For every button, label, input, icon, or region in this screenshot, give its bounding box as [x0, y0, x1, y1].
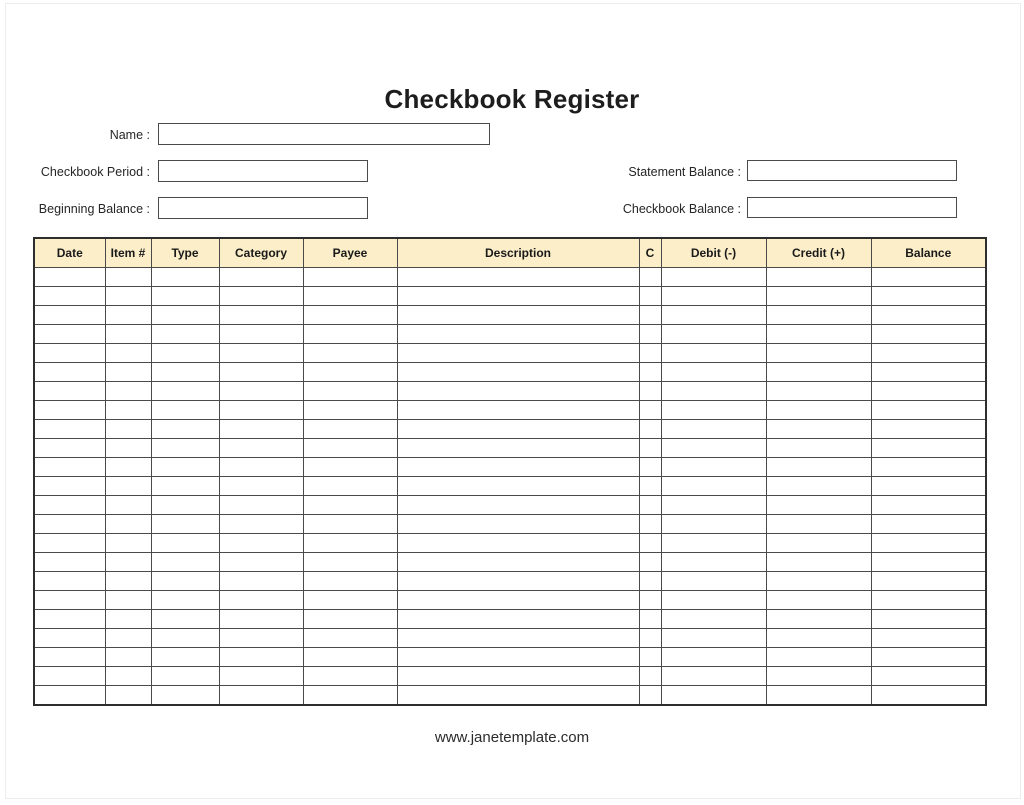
register-row [34, 325, 986, 344]
register-cell [151, 629, 219, 648]
register-cell [766, 363, 871, 382]
register-cell [661, 572, 766, 591]
register-cell [105, 496, 151, 515]
register-cell [871, 667, 986, 686]
register-cell [303, 268, 397, 287]
register-cell [105, 572, 151, 591]
register-cell [34, 496, 105, 515]
register-cell [766, 572, 871, 591]
register-cell [871, 439, 986, 458]
register-row [34, 439, 986, 458]
register-cell [639, 287, 661, 306]
register-cell [34, 344, 105, 363]
register-cell [151, 420, 219, 439]
register-cell [871, 420, 986, 439]
register-row [34, 363, 986, 382]
register-cell [661, 268, 766, 287]
register-cell [34, 458, 105, 477]
register-cell [303, 534, 397, 553]
register-cell [639, 648, 661, 667]
register-cell [105, 534, 151, 553]
register-cell [871, 287, 986, 306]
register-cell [766, 667, 871, 686]
register-row [34, 515, 986, 534]
column-header: Category [219, 238, 303, 268]
register-cell [639, 667, 661, 686]
register-cell [766, 439, 871, 458]
register-cell [34, 477, 105, 496]
register-cell [397, 667, 639, 686]
register-header-row [34, 238, 986, 268]
register-cell [105, 287, 151, 306]
register-cell [34, 686, 105, 706]
register-cell [639, 268, 661, 287]
register-cell [871, 610, 986, 629]
register-cell [871, 496, 986, 515]
register-cell [639, 325, 661, 344]
register-cell [397, 591, 639, 610]
register-cell [661, 534, 766, 553]
register-table-container [33, 237, 985, 706]
register-cell [766, 496, 871, 515]
register-row [34, 268, 986, 287]
register-cell [105, 268, 151, 287]
register-cell [766, 591, 871, 610]
register-cell [151, 268, 219, 287]
register-cell [34, 325, 105, 344]
register-cell [397, 572, 639, 591]
register-cell [219, 515, 303, 534]
register-cell [303, 306, 397, 325]
statement-balance-input[interactable] [747, 160, 957, 181]
register-cell [219, 610, 303, 629]
register-cell [871, 363, 986, 382]
register-cell [151, 477, 219, 496]
register-cell [871, 401, 986, 420]
register-cell [871, 382, 986, 401]
register-cell [219, 686, 303, 706]
register-cell [766, 534, 871, 553]
column-header: C [639, 238, 661, 268]
register-cell [151, 401, 219, 420]
register-row [34, 553, 986, 572]
checkbook-period-label: Checkbook Period : [40, 165, 150, 179]
register-cell [639, 477, 661, 496]
register-cell [303, 610, 397, 629]
register-cell [871, 344, 986, 363]
register-cell [639, 382, 661, 401]
register-cell [34, 287, 105, 306]
register-cell [303, 287, 397, 306]
register-cell [397, 553, 639, 572]
register-cell [303, 591, 397, 610]
column-header: Item # [105, 238, 151, 268]
register-cell [639, 553, 661, 572]
register-row [34, 667, 986, 686]
register-cell [105, 667, 151, 686]
register-cell [766, 648, 871, 667]
register-cell [639, 610, 661, 629]
register-cell [151, 287, 219, 306]
register-cell [303, 553, 397, 572]
statement-balance-label: Statement Balance : [628, 165, 741, 179]
register-cell [151, 496, 219, 515]
register-cell [639, 458, 661, 477]
register-cell [34, 629, 105, 648]
register-cell [661, 686, 766, 706]
register-cell [151, 553, 219, 572]
register-cell [303, 325, 397, 344]
register-cell [661, 420, 766, 439]
register-cell [766, 382, 871, 401]
register-cell [639, 591, 661, 610]
register-cell [219, 553, 303, 572]
register-cell [219, 591, 303, 610]
register-cell [105, 401, 151, 420]
register-row [34, 496, 986, 515]
register-cell [871, 458, 986, 477]
register-cell [219, 382, 303, 401]
register-cell [871, 325, 986, 344]
register-cell [397, 401, 639, 420]
register-cell [766, 458, 871, 477]
register-cell [871, 534, 986, 553]
register-cell [303, 382, 397, 401]
register-cell [397, 458, 639, 477]
register-cell [661, 458, 766, 477]
register-cell [219, 325, 303, 344]
register-cell [151, 648, 219, 667]
register-cell [105, 515, 151, 534]
register-cell [219, 306, 303, 325]
register-cell [661, 382, 766, 401]
register-cell [219, 572, 303, 591]
register-cell [34, 553, 105, 572]
register-cell [34, 610, 105, 629]
register-cell [34, 667, 105, 686]
register-cell [661, 401, 766, 420]
register-cell [766, 325, 871, 344]
register-cell [303, 515, 397, 534]
register-cell [871, 477, 986, 496]
register-cell [871, 686, 986, 706]
register-cell [766, 629, 871, 648]
register-cell [639, 439, 661, 458]
register-row [34, 287, 986, 306]
register-cell [105, 363, 151, 382]
register-cell [871, 515, 986, 534]
register-cell [661, 477, 766, 496]
register-cell [219, 477, 303, 496]
register-cell [151, 515, 219, 534]
register-cell [219, 401, 303, 420]
column-header: Date [34, 238, 105, 268]
register-cell [766, 515, 871, 534]
register-cell [219, 344, 303, 363]
register-cell [303, 572, 397, 591]
register-cell [34, 534, 105, 553]
beginning-balance-input[interactable] [158, 197, 368, 219]
register-cell [766, 268, 871, 287]
register-cell [219, 496, 303, 515]
register-cell [151, 363, 219, 382]
register-row [34, 648, 986, 667]
register-cell [766, 420, 871, 439]
column-header: Debit (-) [661, 238, 766, 268]
register-cell [397, 629, 639, 648]
register-cell [105, 344, 151, 363]
register-cell [397, 420, 639, 439]
register-cell [639, 572, 661, 591]
register-cell [303, 344, 397, 363]
register-cell [397, 496, 639, 515]
register-cell [639, 629, 661, 648]
register-row [34, 477, 986, 496]
register-cell [34, 306, 105, 325]
register-cell [105, 420, 151, 439]
register-cell [661, 325, 766, 344]
register-cell [661, 515, 766, 534]
register-cell [639, 515, 661, 534]
name-label: Name : [109, 128, 150, 142]
register-cell [219, 420, 303, 439]
register-cell [151, 439, 219, 458]
register-cell [219, 648, 303, 667]
register-cell [34, 363, 105, 382]
register-cell [34, 420, 105, 439]
register-cell [105, 610, 151, 629]
register-body [34, 268, 986, 706]
register-cell [219, 268, 303, 287]
checkbook-balance-label: Checkbook Balance : [622, 202, 741, 216]
register-cell [661, 496, 766, 515]
checkbook-balance-input[interactable] [747, 197, 957, 218]
register-cell [766, 610, 871, 629]
register-cell [661, 439, 766, 458]
column-header: Balance [871, 238, 986, 268]
register-cell [661, 629, 766, 648]
register-row [34, 686, 986, 706]
register-row [34, 306, 986, 325]
register-cell [303, 439, 397, 458]
register-cell [397, 287, 639, 306]
column-header: Description [397, 238, 639, 268]
register-cell [639, 686, 661, 706]
register-cell [151, 686, 219, 706]
register-cell [303, 363, 397, 382]
register-cell [34, 439, 105, 458]
register-cell [34, 382, 105, 401]
column-header: Type [151, 238, 219, 268]
register-cell [219, 667, 303, 686]
register-cell [871, 553, 986, 572]
register-cell [151, 344, 219, 363]
register-cell [105, 686, 151, 706]
register-cell [219, 629, 303, 648]
register-cell [397, 344, 639, 363]
register-cell [303, 401, 397, 420]
register-cell [105, 629, 151, 648]
register-cell [303, 477, 397, 496]
register-row [34, 344, 986, 363]
register-cell [219, 287, 303, 306]
register-cell [397, 648, 639, 667]
register-cell [151, 306, 219, 325]
register-cell [397, 382, 639, 401]
register-cell [397, 534, 639, 553]
register-cell [105, 325, 151, 344]
register-row [34, 401, 986, 420]
register-cell [34, 515, 105, 534]
register-cell [871, 268, 986, 287]
register-cell [766, 287, 871, 306]
register-cell [766, 477, 871, 496]
register-cell [661, 287, 766, 306]
register-cell [639, 496, 661, 515]
name-input[interactable] [158, 123, 490, 145]
register-cell [871, 306, 986, 325]
register-cell [397, 439, 639, 458]
register-cell [397, 686, 639, 706]
register-cell [871, 629, 986, 648]
column-header: Payee [303, 238, 397, 268]
register-cell [661, 610, 766, 629]
register-cell [639, 306, 661, 325]
register-cell [303, 686, 397, 706]
register-row [34, 534, 986, 553]
register-cell [639, 420, 661, 439]
register-cell [34, 268, 105, 287]
register-cell [639, 401, 661, 420]
register-cell [105, 306, 151, 325]
beginning-balance-label: Beginning Balance : [38, 202, 150, 216]
register-cell [397, 306, 639, 325]
register-table [33, 237, 987, 706]
register-cell [105, 477, 151, 496]
register-cell [397, 515, 639, 534]
register-cell [766, 344, 871, 363]
register-cell [151, 534, 219, 553]
register-cell [34, 648, 105, 667]
register-cell [397, 477, 639, 496]
checkbook-period-input[interactable] [158, 160, 368, 182]
register-cell [661, 648, 766, 667]
register-cell [303, 648, 397, 667]
register-cell [303, 420, 397, 439]
register-cell [397, 325, 639, 344]
register-cell [151, 382, 219, 401]
register-cell [219, 458, 303, 477]
register-cell [151, 667, 219, 686]
register-cell [639, 363, 661, 382]
register-cell [105, 553, 151, 572]
register-cell [105, 439, 151, 458]
register-cell [34, 572, 105, 591]
register-cell [397, 610, 639, 629]
register-row [34, 458, 986, 477]
register-cell [766, 686, 871, 706]
register-cell [661, 591, 766, 610]
register-row [34, 420, 986, 439]
register-row [34, 382, 986, 401]
register-row [34, 572, 986, 591]
register-cell [151, 591, 219, 610]
register-cell [34, 401, 105, 420]
register-cell [661, 553, 766, 572]
register-row [34, 610, 986, 629]
page-title: Checkbook Register [384, 84, 640, 115]
column-header: Credit (+) [766, 238, 871, 268]
register-cell [151, 610, 219, 629]
register-cell [219, 363, 303, 382]
register-cell [871, 648, 986, 667]
register-cell [105, 591, 151, 610]
register-cell [303, 496, 397, 515]
register-cell [661, 667, 766, 686]
register-cell [661, 363, 766, 382]
register-cell [303, 667, 397, 686]
register-row [34, 591, 986, 610]
register-cell [105, 648, 151, 667]
register-cell [303, 458, 397, 477]
footer-url: www.janetemplate.com [434, 729, 590, 746]
register-cell [871, 591, 986, 610]
register-cell [219, 534, 303, 553]
register-cell [661, 306, 766, 325]
register-cell [871, 572, 986, 591]
register-cell [303, 629, 397, 648]
register-cell [151, 458, 219, 477]
register-cell [151, 325, 219, 344]
register-cell [105, 382, 151, 401]
register-cell [639, 344, 661, 363]
register-cell [219, 439, 303, 458]
register-cell [661, 344, 766, 363]
register-row [34, 629, 986, 648]
register-cell [766, 306, 871, 325]
register-cell [766, 401, 871, 420]
register-cell [105, 458, 151, 477]
register-cell [639, 534, 661, 553]
register-cell [766, 553, 871, 572]
register-cell [151, 572, 219, 591]
register-cell [34, 591, 105, 610]
register-cell [397, 363, 639, 382]
register-cell [397, 268, 639, 287]
